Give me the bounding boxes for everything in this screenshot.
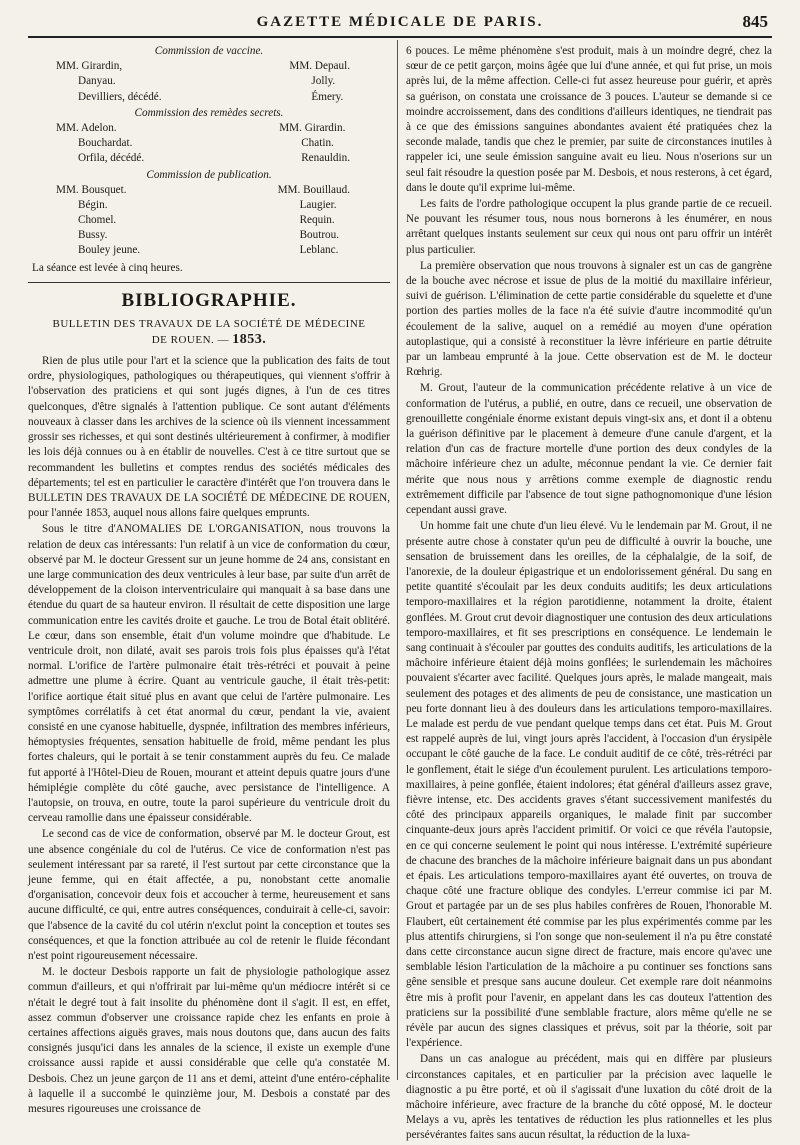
left-column [28,44,390,1118]
member-name: Boutrou. [299,229,340,242]
member-name: Chomel. [78,214,117,227]
right-column [406,44,772,1145]
column-divider [397,40,398,1080]
member-name: Jolly. [311,75,336,88]
body-paragraph: La première observation que nous trouvons à signaler est un cas de gangrène de la bouche avec nécrose et issue de plus de la moitié du maxillaire inférieur, suivi de guérison. L'élimination de cette partie considérable du squelette et d'une portion des parties molles de la face n'a été suivie d'autre incommodité qu'un écoulement de la salive, auquel on a remédié au moyen d'une opération autoplastique, qui a consisté à reconstituer la lèvre inférieure en partie détruite par un lambeau emprunté à la joue. Cette observation est de M. le docteur Rœhrig. [406,259,772,379]
page-number: 845 [742,12,768,31]
member-name: Bussy. [78,229,108,242]
member-name: Chatin. [301,137,334,150]
member-name: Bouchardat. [78,137,133,150]
member-name: MM. Girardin, [56,60,123,73]
commission-roster [28,59,390,105]
section-rule [28,282,390,283]
body-paragraph: Le second cas de vice de conformation, observé par M. le docteur Grout, est une absence congéniale du col de l'utérus. Ce vice de conformation n'est pas seulement intéressant par sa rareté, il l'est surtout par cette circonstance que la jeune femme, qui en était affectée, a pu, nonobstant cette anomalie d'organisation, concevoir deux fois et accoucher à terme, heureusement et sans aucune difficulté, ce qui, entre autres conséquences, conduirait à celle-ci, savoir: que l'absence de la cavité du col utérin n'exclut point la conception et toutes ses conséquences, et que la fonction attribuée au col de retenir le fluide fécondant n'est point rigoureusement nécessaire. [28,828,390,962]
body-paragraph: 6 pouces. Le même phénomène s'est produit, mais à un moindre degré, chez la sœur de ce petit garçon, moins âgée que lui d'une année, et qui fut prise, un mois après lui, de la même affection. Celle-ci fut assez heureuse pour guérir, et après sa guérison, on constata une croissance de 3 pouces. L'auteur se demande si ce moindre accroissement, dans des conditions d'ailleurs identiques, ne tiendrait pas à ce que des émissions sanguines abondantes avaient été pratiquées chez la seconde malade, tandis que chez le premier, par suite de circonstances inutiles à rappeler ici, une seule émission sanguine avait eu lieu. Nous n'oserions sur un seul fait résoudre la question posée par M. Desbois, et nous resterons, à cet égard, dans le doute qu'il exprime lui-même. [406,45,772,194]
member-name: Renauldin. [301,152,350,165]
body-paragraph: Rien de plus utile pour l'art et la science que la publication des faits de tout ordre, physiologiques, pathologiques ou thérapeutiques, qui viennent s'offrir à l'observation des praticiens et qui sont jugés dignes, à l'un de ces titres quelconques, d'être signalés à l'attention publique. Ce sont autant d'éléments nouveaux à classer dans les archives de la science où ils viennent incessamment grossir ses richesses, et qui sont destinés ultérieurement à confirmer, à modifier les lois déjà connues ou à en établir de nouvelles. C'est à ce titre surtout que se recommandent les bulletins et comptes rendus des sociétés médicales des départements; tel est en particulier le caractère d'intérêt que l'on trouvera dans le BULLETIN DES TRAVAUX DE LA SOCIÉTÉ DE MÉDECINE DE ROUEN, pour l'année 1853, auquel nous allons faire quelques emprunts. [28,355,390,520]
member-name: Leblanc. [299,244,339,257]
commission-title: Commission de publication. [146,168,272,181]
member-name: Danyau. [78,75,116,88]
member-name: Requin. [299,214,335,227]
member-name: MM. Bouillaud. [277,183,350,196]
subtitle-year: 1853. [232,332,267,348]
member-name: Émery. [311,90,344,103]
member-name: Orfila, décédé. [78,152,145,165]
body-paragraph: Dans un cas analogue au précédent, mais qui en diffère par plusieurs circonstances capitales, et en particulier par la précision avec laquelle le diagnostic a pu être porté, et où il s'agissait d'une luxation du côté droit de la mâchoire inférieure, avec fracture de la branche du côté opposé, M. le docteur Melays a vu, après les tentatives de réduction les plus rationnelles et les plus persévérantes faites sans aucun résultat, la réduction de la luxa- [406,1053,772,1142]
commission-roster [28,121,390,167]
member-name: MM. Depaul. [289,60,350,73]
subtitle-line: DE ROUEN. — [151,334,230,347]
page-header [28,10,772,38]
member-name: MM. Bousquet. [56,183,127,196]
body-paragraph: Un homme fait une chute d'un lieu élevé. Vu le lendemain par M. Grout, il ne présente autre chose à constater qu'un peu de difficulté à ouvrir la bouche, une sensation de bruissement dans les oreilles, de la céphalalgie, de la soif, de l'anorexie, de la douleur épigastrique et un endolorissement général. Du sang en petite quantité s'écoulait par les deux conduits auditifs; les deux articulations temporo-maxillaires et la région parotidienne, notamment la droite, étaient gonflées. M. Grout crut devoir diagnostiquer une contusion des deux articulations temporo-maxillaires, et fit ses prescriptions en conséquence. Le lendemain le sang continuait à s'écouler par gouttes des conduits auditifs, les articulations de la mâchoire inférieure étaient déjà moins gonflées; le surlendemain les mâchoires pouvaient s'écarter avec facilité. Quelques jours après, le malade mangeait, mais seulement des potages et des aliments de peu de consistance, une mastication un peu forte donnant lieu à des douleurs dans les articulations temporo-maxillaires. Le malade est perdu de vue pendant quelque temps dans cet état. Puis M. Grout est rappelé auprès de lui, vingt jours après l'accident, à l'occasion d'un érysipèle occupant le côté gauche de la face. Le conduit auditif de ce côté, très-rétréci par le gonflement, était le siége d'un écoulement purulent. Les articulations temporo-maxillaires, à peine gonflée, étaient indolores; état général d'ailleurs assez grave, fièvre intense, etc. Des accidents graves s'étant successivement manifestés du côté des principaux appareils organiques, le malade finit par succomber cinquante-deux jours après l'accident primitif. Or voici ce que révéla l'autopsie, en ce qui concerne seulement le point qui nous intéresse. L'extrémité supérieure de chacune des branches de la mâchoire inférieure baignait dans un pus abondant et épais. Les articulations temporo-maxillaires ayant été ouvertes, on trouva de chaque côté une fracture oblique des condyles. L'erreur commise ici par M. Grout et partagée par un de ses plus habiles confrères de Rouen, l'honorable M. Flaubert, eût certainement été commise par les plus expérimentés comme par les plus attentifs chirurgiens, si l'on songe que non-seulement il n'a pu être constaté dans cette circonstance aucun signe direct de fracture, mais encore qu'avec une semblable lésion l'articulation de la mâchoire a pu continuer ses fonctions sans gêne sensible et presque sans aucune douleur. Cet exemple rare doit néanmoins être mis à profit pour l'avenir, en appelant dans les cas douteux l'attention des praticiens sur la possibilité d'une semblable fracture, alors même qu'elle ne se révèle par aucun des signes classiques et prévus, soit par la théorie, soit par l'expérience. [406,520,772,1050]
member-name: Devilliers, décédé. [78,90,162,103]
subtitle-line: BULLETIN DES TRAVAUX DE LA SOCIÉTÉ DE MÉDECINE [52,318,366,331]
body-paragraph: Les faits de l'ordre pathologique occupent la plus grande partie de ce recueil. Ne pouvant les résumer tous, nous nous bornerons à les énumérer, en nous arrêtant quelques instants seulement sur ceux qui nous ont paru offrir un intérêt plus particulier. [406,198,772,256]
body-paragraph: M. Grout, l'auteur de la communication précédente relative à un vice de conformation de l'utérus, a publié, en outre, dans ce recueil, une observation de grenouillette congéniale énorme existant depuis vingt-six ans, et dont il a obtenu la guérison définitive par le placement à demeure d'une canule d'argent, et la relation d'un cas de fracture mortelle d'une portion des deux condyles de la mâchoire inférieure chez un adulte, méconnue pendant la vie. Ce dernier fait mérite que nous nous y arrêtions comme exemple de diagnostic rendu extrêmement difficile par l'absence de tout signe pathognomonique d'une lésion cependant aussi grave. [406,382,772,517]
member-name: MM. Adelon. [56,121,117,134]
member-name: MM. Girardin. [279,121,346,134]
body-paragraph: Sous le titre d'ANOMALIES DE L'ORGANISATION, nous trouvons la relation de deux cas intéressants: l'un relatif à un vice de conformation du cœur, observé par M. le docteur Gressent sur un jeune homme de 24 ans, consistant en une large communication des deux ventricules à leur base, par suite d'un arrêt de développement de la cloison interventriculaire qui manquait à sa base dans une étendue du quart de sa hauteur environ. Il résultait de cette disposition une large communication entre les cavités droite et gauche. Le trou de Botal était oblitéré. Le cœur, dans son ensemble, était d'un volume moindre que d'habitude. Le ventricule droit, non dilaté, avait ses parois trois fois plus épaisses qu'à l'état normal. L'orifice de l'artère pulmonaire était très-rétréci et pouvait à peine admettre une plume à écrire. Quant au ventricule gauche, il était très-petit: l'orifice aortique était situé plus en avant que celui de l'artère pulmonaire. Les symptômes corrélatifs à cet état anormal du cœur, pendant la vie, avaient consisté en une cyanose habituelle, dyspnée, infiltration des membres inférieurs, hémoptysies fréquentes, sensation habituelle de froid, même pendant les plus fortes chaleurs, qui le portait à se tenir constamment auprès du feu. Ce malade fut apporté à l'Hôtel-Dieu de Rouen, mourant et atteint depuis quatre jours d'une hémiplégie complète du côté gauche, avec persistance de l'intelligence. A l'autopsie, on trouva, en outre, toute la paroi supérieure du ventricule droit du cerveau ramollie dans une épaisseur considérable. [28,523,390,825]
member-name: Bouley jeune. [78,244,141,257]
session-closing: La séance est levée à cinq heures. [32,261,183,274]
section-title: BIBLIOGRAPHIE. [121,289,297,311]
body-paragraph: M. le docteur Desbois rapporte un fait de physiologie pathologique assez commun d'ailleurs, et qui n'offrirait par lui-même qu'un médiocre intérêt si ce n'était le degré tout à fait insolite du phénomène dont il s'agit. Il est, en effet, assez commun d'observer une croissance rapide chez les enfants en proie à certaines affections aiguës graves, mais nous doutons que, dans aucun des faits consignés jusqu'ici dans les annales de la science, il existe un exemple d'une croissance aussi rapide et aussi considérable que celle qu'a constatée M. Desbois. Chez un jeune garçon de 11 ans et demi, atteint d'une entéro-céphalite à laquelle il a succombé le quinzième jour, M. Desbois a constaté par des mesures rigoureuses une croissance de [28,966,390,1116]
member-name: Bégin. [78,198,108,211]
journal-title: GAZETTE MÉDICALE DE PARIS. [256,14,544,30]
commission-roster [28,183,390,259]
article-subtitle [38,316,380,348]
commission-title: Commission de vaccine. [154,45,264,57]
member-name: Laugier. [299,198,337,211]
commission-title: Commission des remèdes secrets. [134,106,284,119]
